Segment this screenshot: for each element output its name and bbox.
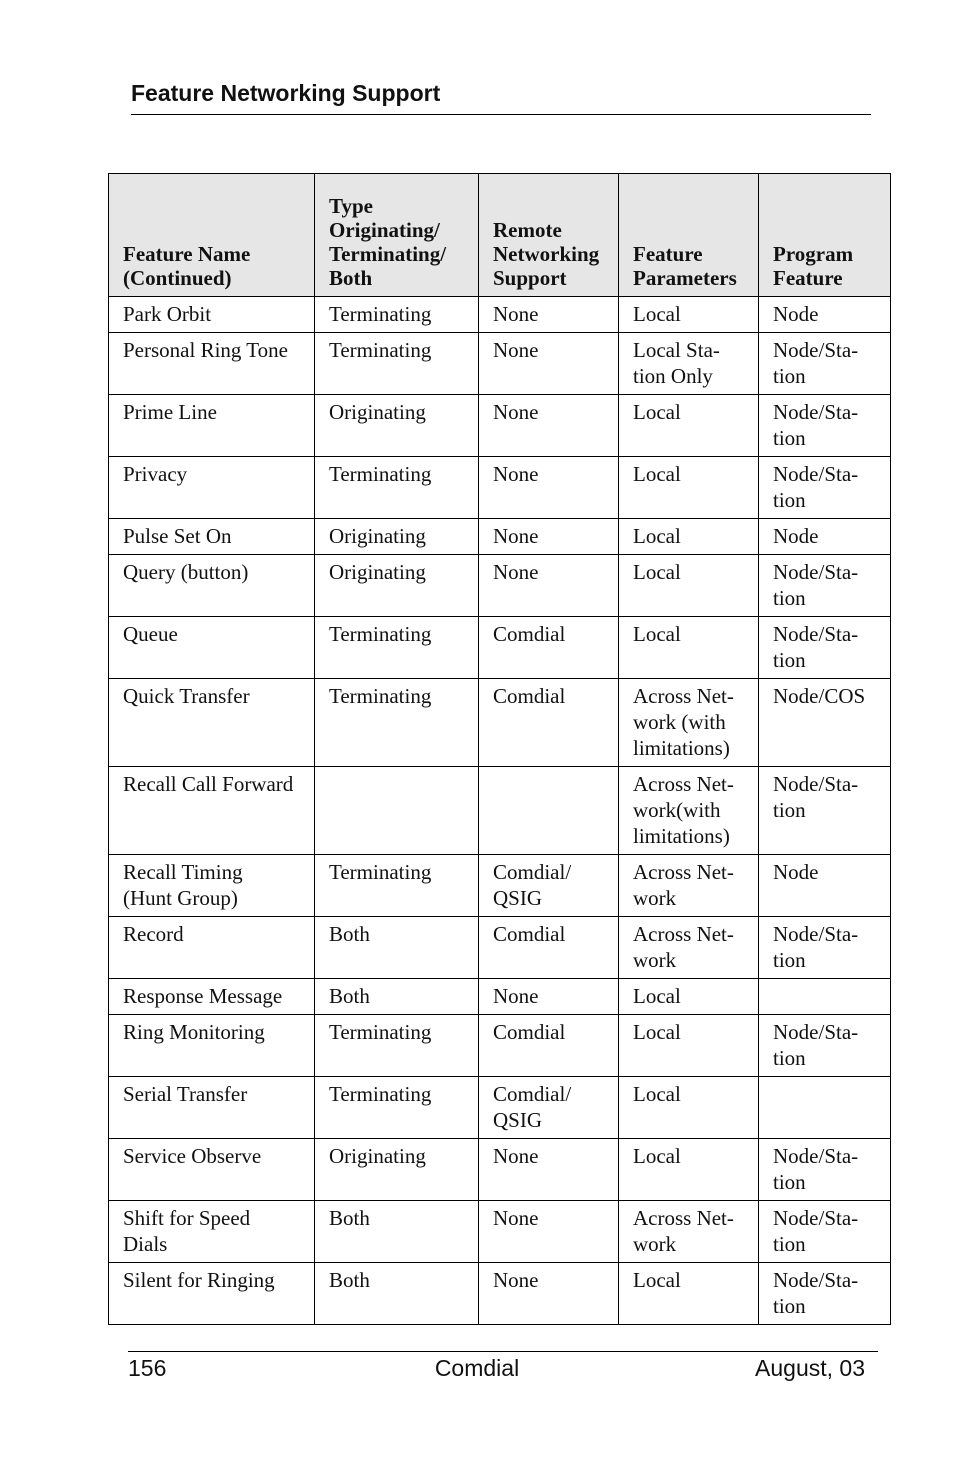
remote-networking-cell: Comdial (479, 917, 619, 979)
program-feature-cell: Node (759, 519, 891, 555)
type-cell: Both (315, 979, 479, 1015)
type-cell: Terminating (315, 617, 479, 679)
feature-name-cell: Privacy (109, 457, 315, 519)
type-cell: Both (315, 917, 479, 979)
feature-name-cell: Quick Transfer (109, 679, 315, 767)
program-feature-cell: Node/COS (759, 679, 891, 767)
feature-parameters-cell: Across Net- work (619, 917, 759, 979)
remote-networking-cell: None (479, 333, 619, 395)
program-feature-cell (759, 1077, 891, 1139)
table-row (109, 679, 891, 767)
feature-parameters-cell: Local Sta- tion Only (619, 333, 759, 395)
program-feature-cell: Node/Sta- tion (759, 1015, 891, 1077)
type-cell (315, 767, 479, 855)
feature-parameters-cell: Local (619, 457, 759, 519)
program-feature-cell: Node/Sta- tion (759, 1139, 891, 1201)
feature-name-cell: Service Observe (109, 1139, 315, 1201)
program-feature-cell: Node/Sta- tion (759, 1201, 891, 1263)
page-number: 156 (128, 1355, 167, 1381)
program-feature-cell: Node/Sta- tion (759, 1263, 891, 1325)
feature-table (108, 173, 891, 1325)
table-row (109, 767, 891, 855)
page-header-title: Feature Networking Support (131, 80, 441, 106)
feature-name-cell: Response Message (109, 979, 315, 1015)
table-row (109, 917, 891, 979)
program-feature-cell: Node (759, 855, 891, 917)
feature-parameters-cell: Local (619, 395, 759, 457)
remote-networking-cell: Comdial/ QSIG (479, 855, 619, 917)
table-row (109, 297, 891, 333)
program-feature-cell: Node/Sta- tion (759, 617, 891, 679)
table-row (109, 979, 891, 1015)
feature-name-cell: Query (button) (109, 555, 315, 617)
type-cell: Terminating (315, 297, 479, 333)
feature-name-cell: Recall Timing (Hunt Group) (109, 855, 315, 917)
type-cell: Terminating (315, 333, 479, 395)
feature-parameters-cell: Across Net- work (with limitations) (619, 679, 759, 767)
feature-name-cell: Silent for Ringing (109, 1263, 315, 1325)
table-row (109, 1015, 891, 1077)
feature-name-cell: Park Orbit (109, 297, 315, 333)
footer-date: August, 03 (755, 1355, 865, 1381)
table-row (109, 1139, 891, 1201)
header-divider (131, 114, 871, 115)
table-header-row (109, 174, 891, 297)
remote-networking-cell: None (479, 519, 619, 555)
feature-parameters-cell: Local (619, 1077, 759, 1139)
table-row (109, 519, 891, 555)
feature-parameters-cell: Local (619, 979, 759, 1015)
remote-networking-cell: None (479, 395, 619, 457)
type-cell: Both (315, 1201, 479, 1263)
type-cell: Both (315, 1263, 479, 1325)
remote-networking-cell: None (479, 979, 619, 1015)
program-feature-cell: Node/Sta- tion (759, 917, 891, 979)
remote-networking-cell: None (479, 1263, 619, 1325)
type-cell: Terminating (315, 855, 479, 917)
type-cell: Terminating (315, 679, 479, 767)
type-cell: Terminating (315, 457, 479, 519)
column-header-feature-name: Feature Name (Continued) (109, 174, 315, 297)
remote-networking-cell: Comdial (479, 679, 619, 767)
program-feature-cell: Node/Sta- tion (759, 333, 891, 395)
feature-parameters-cell: Across Net- work (619, 1201, 759, 1263)
table-row (109, 395, 891, 457)
remote-networking-cell: Comdial (479, 1015, 619, 1077)
column-header-feature-parameters: Feature Parameters (619, 174, 759, 297)
program-feature-cell: Node/Sta- tion (759, 555, 891, 617)
column-header-remote-networking: Remote Networking Support (479, 174, 619, 297)
feature-name-cell: Recall Call Forward (109, 767, 315, 855)
table-row (109, 333, 891, 395)
feature-parameters-cell: Across Net- work(with limitations) (619, 767, 759, 855)
column-header-type: Type Originating/ Terminating/ Both (315, 174, 479, 297)
program-feature-cell: Node/Sta- tion (759, 395, 891, 457)
feature-parameters-cell: Local (619, 1263, 759, 1325)
type-cell: Terminating (315, 1015, 479, 1077)
table-row (109, 555, 891, 617)
feature-parameters-cell: Local (619, 1139, 759, 1201)
footer-divider (128, 1351, 878, 1352)
remote-networking-cell: None (479, 555, 619, 617)
feature-name-cell: Serial Transfer (109, 1077, 315, 1139)
feature-parameters-cell: Local (619, 1015, 759, 1077)
remote-networking-cell: Comdial/ QSIG (479, 1077, 619, 1139)
program-feature-cell: Node (759, 297, 891, 333)
program-feature-cell (759, 979, 891, 1015)
feature-name-cell: Ring Monitoring (109, 1015, 315, 1077)
type-cell: Originating (315, 395, 479, 457)
remote-networking-cell: Comdial (479, 617, 619, 679)
type-cell: Terminating (315, 1077, 479, 1139)
feature-name-cell: Queue (109, 617, 315, 679)
feature-name-cell: Personal Ring Tone (109, 333, 315, 395)
remote-networking-cell (479, 767, 619, 855)
remote-networking-cell: None (479, 457, 619, 519)
feature-parameters-cell: Local (619, 617, 759, 679)
remote-networking-cell: None (479, 1201, 619, 1263)
feature-name-cell: Record (109, 917, 315, 979)
type-cell: Originating (315, 519, 479, 555)
table-body (109, 297, 891, 1325)
feature-name-cell: Prime Line (109, 395, 315, 457)
table-row (109, 1263, 891, 1325)
feature-name-cell: Shift for Speed Dials (109, 1201, 315, 1263)
type-cell: Originating (315, 555, 479, 617)
program-feature-cell: Node/Sta- tion (759, 767, 891, 855)
column-header-program-feature: Program Feature (759, 174, 891, 297)
table-row (109, 617, 891, 679)
feature-parameters-cell: Local (619, 555, 759, 617)
remote-networking-cell: None (479, 1139, 619, 1201)
table-row (109, 1201, 891, 1263)
table-row (109, 855, 891, 917)
table-row (109, 457, 891, 519)
feature-parameters-cell: Local (619, 519, 759, 555)
feature-parameters-cell: Across Net- work (619, 855, 759, 917)
footer-company: Comdial (434, 1355, 520, 1381)
feature-name-cell: Pulse Set On (109, 519, 315, 555)
program-feature-cell: Node/Sta- tion (759, 457, 891, 519)
feature-parameters-cell: Local (619, 297, 759, 333)
table-row (109, 1077, 891, 1139)
remote-networking-cell: None (479, 297, 619, 333)
type-cell: Originating (315, 1139, 479, 1201)
